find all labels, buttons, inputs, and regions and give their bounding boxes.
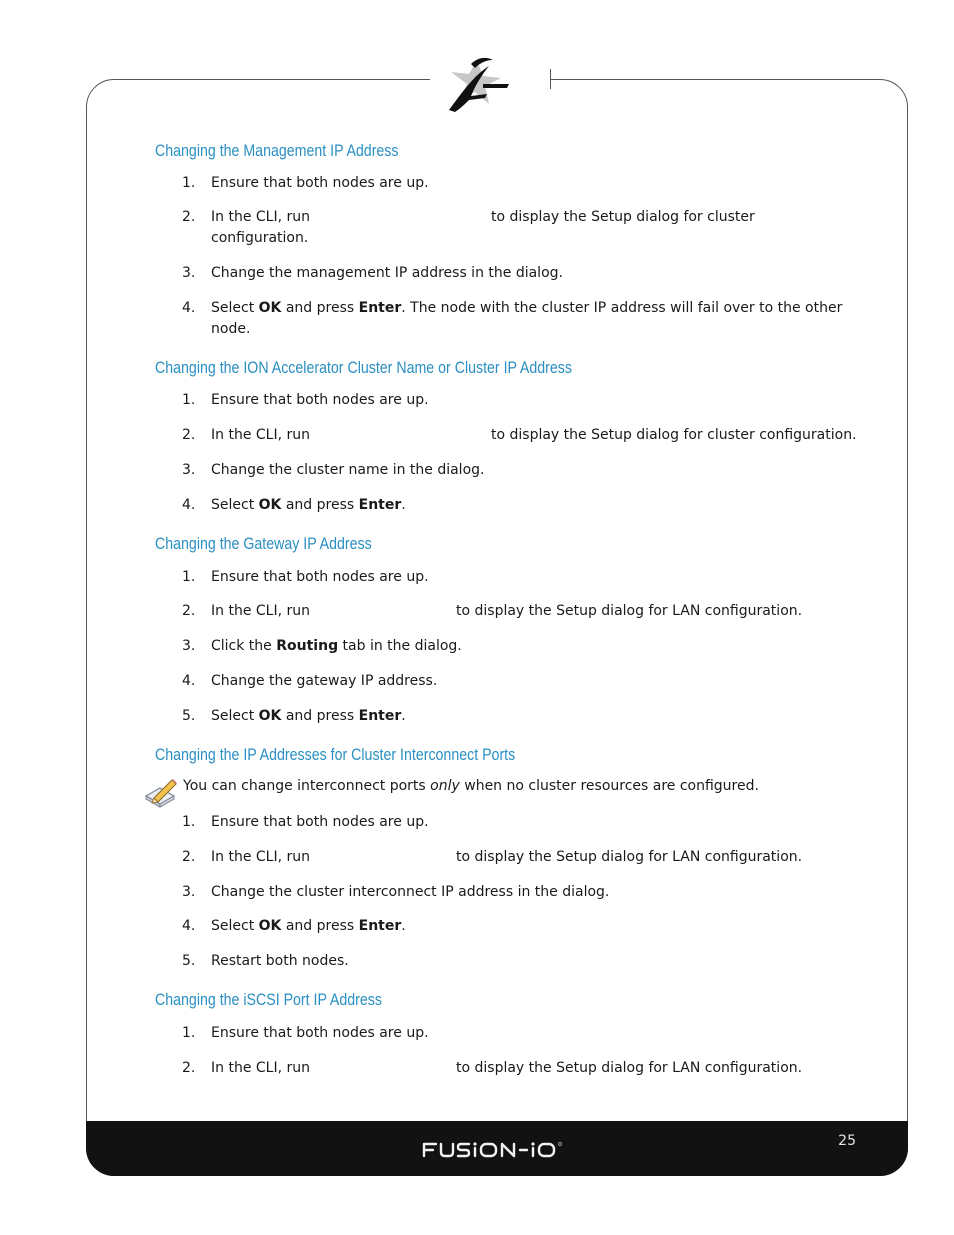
- ui-term: OK: [258, 708, 282, 724]
- step-number: 5.: [182, 708, 196, 724]
- step-text: Ensure that both nodes are up.: [211, 569, 429, 585]
- step-text-tail: to display the Setup dialog for LAN configuration.: [456, 849, 803, 865]
- step-text: Restart both nodes.: [211, 953, 349, 969]
- section-heading: Changing the Management IP Address: [155, 142, 399, 160]
- step-text: In the CLI, run: [211, 849, 310, 865]
- step-text-part: Select: [211, 497, 259, 513]
- step-number: 1.: [182, 1025, 196, 1041]
- step-number: 2.: [182, 603, 196, 619]
- step-text: Change the gateway IP address.: [211, 673, 438, 689]
- step-text: [211, 298, 842, 319]
- fusion-io-wordmark-logo: [421, 1138, 581, 1160]
- ui-term: Routing: [276, 638, 339, 654]
- step-number: 4.: [182, 673, 196, 689]
- step-text-tail: to display the Setup dialog for cluster configuration.: [491, 427, 857, 443]
- section-heading: Changing the Gateway IP Address: [155, 535, 372, 553]
- step-number: 3.: [182, 265, 196, 281]
- step-number: 2.: [182, 1060, 196, 1076]
- note-pencil-icon: [142, 776, 178, 810]
- step-number: 1.: [182, 569, 196, 585]
- note-text: [183, 776, 759, 797]
- step-text-continued: configuration.: [211, 230, 309, 246]
- page-footer: [86, 1121, 908, 1176]
- step-number: 2.: [182, 427, 196, 443]
- step-number: 1.: [182, 392, 196, 408]
- step-text-part: .: [401, 708, 406, 724]
- step-text-continued: node.: [211, 321, 251, 337]
- ui-term: Enter: [358, 708, 402, 724]
- step-text: In the CLI, run: [211, 209, 310, 225]
- step-number: 4.: [182, 300, 196, 316]
- step-text-part: and press: [281, 497, 359, 513]
- step-text-part: and press: [281, 918, 359, 934]
- step-text-part: Select: [211, 708, 259, 724]
- ui-term: OK: [258, 497, 282, 513]
- section-heading: Changing the IP Addresses for Cluster Interconnect Ports: [155, 746, 516, 764]
- note-text-part: when no cluster resources are configured.: [459, 778, 759, 794]
- ui-term: OK: [258, 300, 282, 316]
- step-text: Change the cluster interconnect IP address in the dialog.: [211, 884, 610, 900]
- step-text-part: . The node with the cluster IP address will fail over to the other: [401, 300, 843, 316]
- step-number: 4.: [182, 497, 196, 513]
- step-text: In the CLI, run: [211, 427, 310, 443]
- step-text-part: Click the: [211, 638, 277, 654]
- step-text-part: Select: [211, 918, 259, 934]
- step-text: [211, 706, 406, 727]
- step-text: [211, 636, 462, 657]
- step-text-part: .: [401, 918, 406, 934]
- step-text-tail: to display the Setup dialog for cluster: [491, 209, 755, 225]
- step-text: Ensure that both nodes are up.: [211, 814, 429, 830]
- step-number: 1.: [182, 814, 196, 830]
- step-text-part: and press: [281, 300, 359, 316]
- step-text: Change the management IP address in the dialog.: [211, 265, 563, 281]
- step-number: 3.: [182, 462, 196, 478]
- step-text-tail: to display the Setup dialog for LAN configuration.: [456, 603, 803, 619]
- step-number: 3.: [182, 884, 196, 900]
- step-number: 2.: [182, 209, 196, 225]
- header-divider: [550, 69, 551, 89]
- step-text: Change the cluster name in the dialog.: [211, 462, 485, 478]
- step-number: 3.: [182, 638, 196, 654]
- step-text-part: .: [401, 497, 406, 513]
- step-text: In the CLI, run: [211, 1060, 310, 1076]
- step-text: In the CLI, run: [211, 603, 310, 619]
- ui-term: Enter: [358, 300, 402, 316]
- fusion-io-flame-logo-icon: [441, 54, 513, 114]
- step-number: 2.: [182, 849, 196, 865]
- note-text-part: You can change interconnect ports: [183, 778, 431, 794]
- page-frame: [86, 79, 908, 1176]
- ui-term: Enter: [358, 918, 402, 934]
- ui-term: OK: [258, 918, 282, 934]
- page-number: 25: [838, 1133, 856, 1149]
- step-text-part: Select: [211, 300, 259, 316]
- step-text-tail: to display the Setup dialog for LAN configuration.: [456, 1060, 803, 1076]
- step-number: 1.: [182, 175, 196, 191]
- section-heading: Changing the iSCSI Port IP Address: [155, 991, 382, 1009]
- step-text: [211, 495, 406, 516]
- step-text: Ensure that both nodes are up.: [211, 392, 429, 408]
- step-text-part: and press: [281, 708, 359, 724]
- step-text: [211, 916, 406, 937]
- ui-term: Enter: [358, 497, 402, 513]
- step-text: Ensure that both nodes are up.: [211, 175, 429, 191]
- section-heading: Changing the ION Accelerator Cluster Name or Cluster IP Address: [155, 359, 572, 377]
- step-number: 5.: [182, 953, 196, 969]
- step-number: 4.: [182, 918, 196, 934]
- step-text: Ensure that both nodes are up.: [211, 1025, 429, 1041]
- step-text-part: tab in the dialog.: [338, 638, 462, 654]
- note-emphasis: only: [430, 778, 460, 794]
